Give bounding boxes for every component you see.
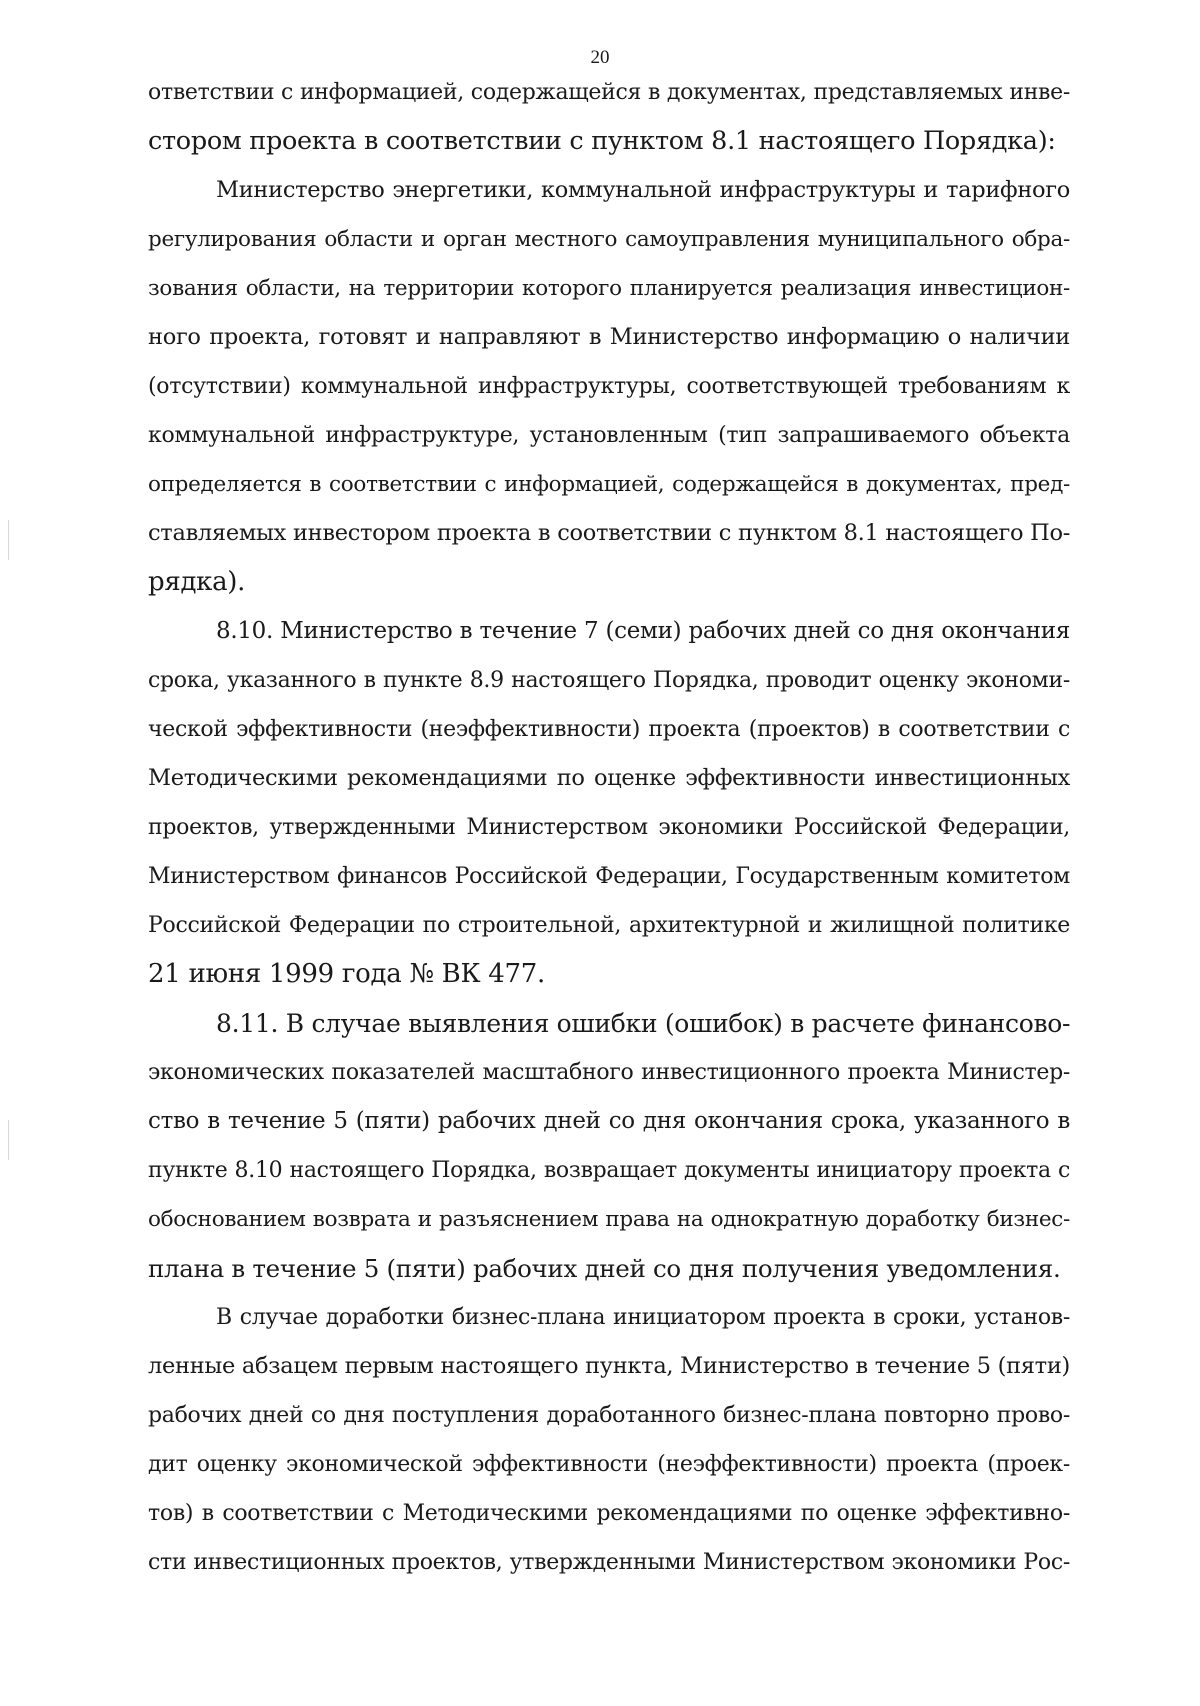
- paragraph: [148, 999, 1070, 1293]
- text-line: стором проекта в соответствии с пунктом 8.1 настоящего Порядка):: [148, 126, 1056, 156]
- text-line: регулирования области и орган местного самоуправления муниципального обра-: [148, 227, 1070, 252]
- text-line: экономических показателей масштабного инвестиционного проекта Министер-: [148, 1060, 1070, 1085]
- text-line: рабочих дней со дня поступления доработанного бизнес-плана повторно прово-: [148, 1403, 1070, 1428]
- text-line: сти инвестиционных проектов, утвержденными Министерством экономики Рос-: [148, 1550, 1070, 1575]
- text-line: 8.11. В случае выявления ошибки (ошибок) в расчете финансово-: [216, 1009, 1071, 1038]
- text-line: плана в течение 5 (пяти) рабочих дней со дня получения уведомления.: [148, 1254, 1061, 1283]
- text-line: срока, указанного в пункте 8.9 настоящего Порядка, проводит оценку экономи-: [148, 668, 1070, 693]
- text-line: пункте 8.10 настоящего Порядка, возвращает документы инициатору проекта с: [148, 1158, 1070, 1183]
- text-line: проектов, утвержденными Министерством экономики Российской Федерации,: [148, 815, 1070, 840]
- text-line: ответствии с информацией, содержащейся в документах, представляемых инве-: [148, 80, 1070, 105]
- paragraph: [148, 166, 1070, 607]
- text-line: ство в течение 5 (пяти) рабочих дней со дня окончания срока, указанного в: [148, 1108, 1070, 1134]
- scan-edge-mark: [8, 520, 9, 560]
- document-body: [148, 68, 1070, 1587]
- text-line: 8.10. Министерство в течение 7 (семи) рабочих дней со дня окончания: [216, 618, 1070, 644]
- text-line: ческой эффективности (неэффективности) проекта (проектов) в соответствии с: [148, 717, 1070, 742]
- text-line: ного проекта, готовят и направляют в Министерство информацию о наличии: [148, 324, 1070, 350]
- text-line: Министерство энергетики, коммунальной инфраструктуры и тарифного: [216, 177, 1070, 203]
- text-line: (отсутствии) коммунальной инфраструктуры, соответствующей требованиям к: [148, 374, 1070, 399]
- paragraph: [148, 1293, 1070, 1587]
- text-line: определяется в соответствии с информацией, содержащейся в документах, пред-: [148, 472, 1070, 497]
- text-line: зования области, на территории которого планируется реализация инвестицион-: [148, 276, 1070, 301]
- text-line: ленные абзацем первым настоящего пункта, Министерство в течение 5 (пяти): [148, 1353, 1070, 1379]
- text-line: 21 июня 1999 года № ВК 477.: [148, 959, 545, 989]
- text-line: рядка).: [148, 567, 246, 597]
- text-line: тов) в соответствии с Методическими рекомендациями по оценке эффективно-: [148, 1501, 1070, 1526]
- page-number: 20: [590, 47, 610, 68]
- scan-edge-mark: [8, 1120, 9, 1160]
- text-line: обоснованием возврата и разъяснением права на однократную доработку бизнес-: [148, 1207, 1070, 1232]
- text-line: Методическими рекомендациями по оценке эффективности инвестиционных: [148, 765, 1070, 791]
- text-line: В случае доработки бизнес-плана инициатором проекта в сроки, установ-: [216, 1305, 1070, 1330]
- text-line: дит оценку экономической эффективности (неэффективности) проекта (проек-: [148, 1452, 1070, 1477]
- paragraph: [148, 68, 1070, 166]
- text-line: коммунальной инфраструктуре, установленным (тип запрашиваемого объекта: [148, 423, 1070, 448]
- text-line: Министерством финансов Российской Федерации, Государственным комитетом: [148, 864, 1070, 889]
- paragraph: [148, 607, 1070, 999]
- text-line: Российской Федерации по строительной, архитектурной и жилищной политике: [148, 913, 1070, 938]
- text-line: ставляемых инвестором проекта в соответствии с пунктом 8.1 настоящего По-: [148, 520, 1070, 546]
